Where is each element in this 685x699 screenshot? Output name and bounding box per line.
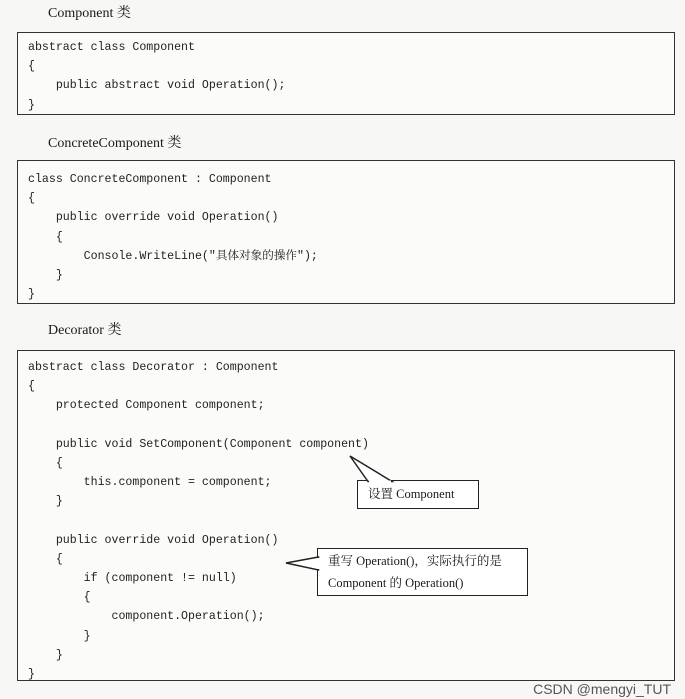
code-line: Console.WriteLine("具体对象的操作");	[28, 249, 318, 263]
callout-line: 重写 Operation()，实际执行的是	[328, 554, 502, 568]
code-line	[28, 416, 369, 435]
callout-line: Component 的 Operation()	[328, 576, 464, 590]
set-component-callout: 设置 Component	[357, 480, 479, 509]
code-line: }	[28, 629, 91, 643]
code-line: }	[28, 288, 35, 302]
code-line	[28, 512, 369, 531]
code-line: class ConcreteComponent : Component	[28, 173, 272, 186]
code-line: {	[28, 552, 63, 566]
component-heading: Component 类	[48, 6, 131, 21]
set-component-callout-tail	[348, 454, 394, 483]
code-line: {	[28, 456, 63, 470]
code-line: abstract class Component	[28, 41, 195, 54]
code-line: {	[28, 230, 63, 244]
code-line: }	[28, 98, 35, 112]
decorator-code-box	[17, 350, 675, 681]
code-line: component.Operation();	[28, 610, 265, 624]
code-line: public override void Operation()	[28, 533, 279, 547]
code-line: {	[28, 380, 35, 394]
code-line: if (component != null)	[28, 572, 237, 586]
concrete-component-heading: ConcreteComponent 类	[48, 136, 182, 151]
code-block	[28, 38, 285, 115]
code-block	[28, 170, 318, 304]
component-code-box	[17, 32, 675, 115]
watermark: CSDN @mengyi_TUT	[533, 681, 671, 697]
concrete-component-code-box	[17, 160, 675, 304]
decorator-heading: Decorator 类	[48, 323, 122, 338]
override-callout-tail	[284, 555, 320, 572]
code-line: public override void Operation()	[28, 211, 279, 225]
code-line: {	[28, 60, 35, 74]
code-line: public abstract void Operation();	[28, 79, 286, 93]
code-line: }	[28, 648, 63, 662]
code-line: {	[28, 192, 35, 206]
code-line: {	[28, 591, 91, 605]
code-line: }	[28, 668, 35, 681]
override-callout	[317, 548, 528, 596]
code-line: protected Component component;	[28, 399, 265, 413]
code-line: abstract class Decorator : Component	[28, 361, 279, 374]
code-block	[28, 358, 369, 684]
code-line: this.component = component;	[28, 476, 272, 490]
code-line: public void SetComponent(Component component)	[28, 437, 369, 451]
code-line: }	[28, 495, 63, 509]
code-line: }	[28, 268, 63, 282]
